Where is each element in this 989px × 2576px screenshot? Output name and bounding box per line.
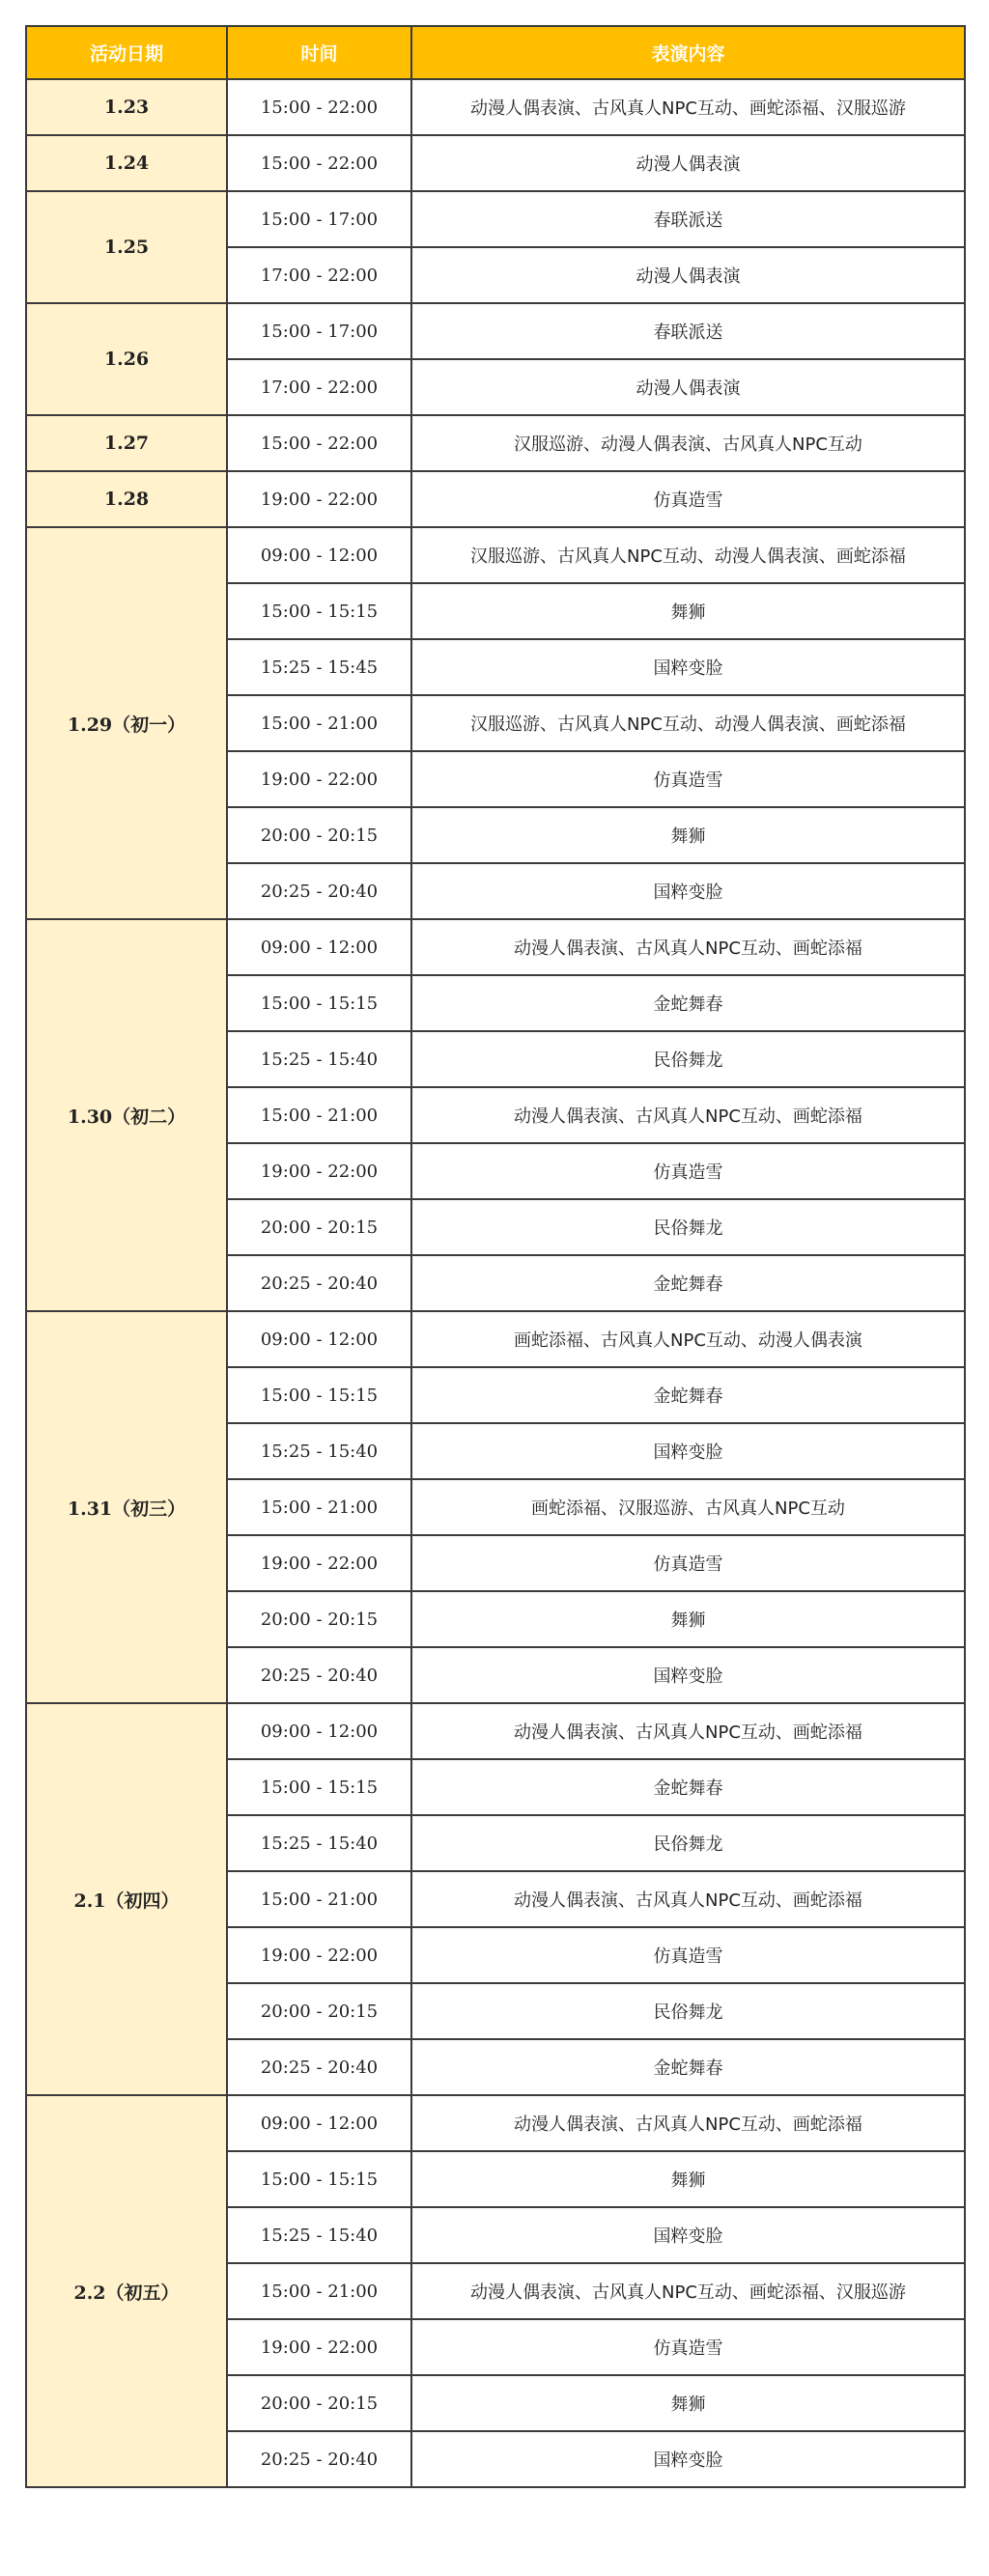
- schedule-table: [25, 25, 966, 2488]
- table-row: [26, 919, 965, 975]
- time-cell: 15:00 - 15:15: [227, 975, 411, 1031]
- header-row: [26, 26, 965, 79]
- performance-cell: 动漫人偶表演、古风真人NPC互动、画蛇添福、汉服巡游: [411, 79, 965, 135]
- time-cell: 09:00 - 12:00: [227, 527, 411, 583]
- performance-cell: 金蛇舞春: [411, 975, 965, 1031]
- time-cell: 15:25 - 15:40: [227, 1815, 411, 1871]
- time-cell: 15:00 - 15:15: [227, 1759, 411, 1815]
- performance-cell: 国粹变脸: [411, 2431, 965, 2487]
- performance-cell: 动漫人偶表演、古风真人NPC互动、画蛇添福: [411, 1871, 965, 1927]
- time-cell: 15:25 - 15:40: [227, 1423, 411, 1479]
- table-row: [26, 1311, 965, 1367]
- time-cell: 17:00 - 22:00: [227, 359, 411, 415]
- performance-cell: 金蛇舞春: [411, 1367, 965, 1423]
- time-cell: 15:25 - 15:45: [227, 639, 411, 695]
- performance-cell: 春联派送: [411, 303, 965, 359]
- performance-cell: 舞狮: [411, 583, 965, 639]
- performance-cell: 金蛇舞春: [411, 2039, 965, 2095]
- date-cell: 1.29（初一）: [26, 527, 227, 919]
- performance-cell: 国粹变脸: [411, 1423, 965, 1479]
- performance-cell: 国粹变脸: [411, 2207, 965, 2263]
- performance-cell: 舞狮: [411, 2375, 965, 2431]
- performance-cell: 动漫人偶表演、古风真人NPC互动、画蛇添福: [411, 2095, 965, 2151]
- performance-cell: 动漫人偶表演、古风真人NPC互动、画蛇添福: [411, 1087, 965, 1143]
- date-cell: 1.23: [26, 79, 227, 135]
- performance-cell: 民俗舞龙: [411, 1031, 965, 1087]
- table-row: [26, 415, 965, 471]
- time-cell: 15:25 - 15:40: [227, 2207, 411, 2263]
- table-row: [26, 79, 965, 135]
- performance-cell: 汉服巡游、古风真人NPC互动、动漫人偶表演、画蛇添福: [411, 695, 965, 751]
- performance-cell: 动漫人偶表演、古风真人NPC互动、画蛇添福: [411, 1703, 965, 1759]
- performance-cell: 仿真造雪: [411, 1927, 965, 1983]
- time-cell: 15:00 - 15:15: [227, 2151, 411, 2207]
- performance-cell: 民俗舞龙: [411, 1815, 965, 1871]
- date-cell: 1.26: [26, 303, 227, 415]
- performance-cell: 汉服巡游、动漫人偶表演、古风真人NPC互动: [411, 415, 965, 471]
- table-row: [26, 527, 965, 583]
- time-cell: 20:25 - 20:40: [227, 1647, 411, 1703]
- performance-cell: 动漫人偶表演、古风真人NPC互动、画蛇添福、汉服巡游: [411, 2263, 965, 2319]
- date-cell: 1.25: [26, 191, 227, 303]
- time-cell: 15:00 - 21:00: [227, 1087, 411, 1143]
- time-cell: 20:00 - 20:15: [227, 1199, 411, 1255]
- performance-cell: 舞狮: [411, 1591, 965, 1647]
- date-cell: 1.27: [26, 415, 227, 471]
- date-cell: 2.1（初四）: [26, 1703, 227, 2095]
- performance-cell: 民俗舞龙: [411, 1983, 965, 2039]
- performance-cell: 民俗舞龙: [411, 1199, 965, 1255]
- time-cell: 19:00 - 22:00: [227, 751, 411, 807]
- table-header: [26, 26, 965, 79]
- time-cell: 15:00 - 15:15: [227, 583, 411, 639]
- performance-cell: 仿真造雪: [411, 1535, 965, 1591]
- time-cell: 09:00 - 12:00: [227, 2095, 411, 2151]
- time-cell: 15:00 - 22:00: [227, 415, 411, 471]
- time-cell: 17:00 - 22:00: [227, 247, 411, 303]
- performance-cell: 仿真造雪: [411, 2319, 965, 2375]
- time-cell: 20:00 - 20:15: [227, 1983, 411, 2039]
- performance-cell: 画蛇添福、古风真人NPC互动、动漫人偶表演: [411, 1311, 965, 1367]
- time-cell: 19:00 - 22:00: [227, 1143, 411, 1199]
- time-cell: 19:00 - 22:00: [227, 1927, 411, 1983]
- time-cell: 15:00 - 17:00: [227, 191, 411, 247]
- performance-cell: 春联派送: [411, 191, 965, 247]
- time-cell: 09:00 - 12:00: [227, 1311, 411, 1367]
- performance-cell: 仿真造雪: [411, 471, 965, 527]
- date-cell: 1.31（初三）: [26, 1311, 227, 1703]
- performance-cell: 动漫人偶表演: [411, 247, 965, 303]
- time-cell: 20:25 - 20:40: [227, 2039, 411, 2095]
- time-cell: 09:00 - 12:00: [227, 1703, 411, 1759]
- performance-cell: 金蛇舞春: [411, 1255, 965, 1311]
- time-cell: 15:00 - 15:15: [227, 1367, 411, 1423]
- performance-cell: 动漫人偶表演: [411, 359, 965, 415]
- time-cell: 15:00 - 22:00: [227, 79, 411, 135]
- performance-cell: 国粹变脸: [411, 1647, 965, 1703]
- time-cell: 19:00 - 22:00: [227, 2319, 411, 2375]
- performance-cell: 国粹变脸: [411, 639, 965, 695]
- date-cell: 1.28: [26, 471, 227, 527]
- performance-cell: 金蛇舞春: [411, 1759, 965, 1815]
- table-row: [26, 2095, 965, 2151]
- time-cell: 20:25 - 20:40: [227, 1255, 411, 1311]
- header-date: 活动日期: [26, 26, 227, 79]
- table-row: [26, 135, 965, 191]
- time-cell: 15:25 - 15:40: [227, 1031, 411, 1087]
- time-cell: 19:00 - 22:00: [227, 1535, 411, 1591]
- time-cell: 15:00 - 21:00: [227, 695, 411, 751]
- table-row: [26, 303, 965, 359]
- table-row: [26, 191, 965, 247]
- time-cell: 09:00 - 12:00: [227, 919, 411, 975]
- header-content: 表演内容: [411, 26, 965, 79]
- time-cell: 20:00 - 20:15: [227, 807, 411, 863]
- time-cell: 15:00 - 21:00: [227, 2263, 411, 2319]
- performance-cell: 动漫人偶表演、古风真人NPC互动、画蛇添福: [411, 919, 965, 975]
- date-cell: 1.30（初二）: [26, 919, 227, 1311]
- performance-cell: 汉服巡游、古风真人NPC互动、动漫人偶表演、画蛇添福: [411, 527, 965, 583]
- performance-cell: 动漫人偶表演: [411, 135, 965, 191]
- performance-cell: 国粹变脸: [411, 863, 965, 919]
- table-row: [26, 1703, 965, 1759]
- time-cell: 15:00 - 21:00: [227, 1871, 411, 1927]
- time-cell: 19:00 - 22:00: [227, 471, 411, 527]
- header-time: 时间: [227, 26, 411, 79]
- performance-cell: 仿真造雪: [411, 751, 965, 807]
- time-cell: 15:00 - 22:00: [227, 135, 411, 191]
- time-cell: 15:00 - 21:00: [227, 1479, 411, 1535]
- performance-cell: 舞狮: [411, 807, 965, 863]
- performance-cell: 画蛇添福、汉服巡游、古风真人NPC互动: [411, 1479, 965, 1535]
- time-cell: 20:00 - 20:15: [227, 1591, 411, 1647]
- time-cell: 15:00 - 17:00: [227, 303, 411, 359]
- time-cell: 20:25 - 20:40: [227, 2431, 411, 2487]
- time-cell: 20:25 - 20:40: [227, 863, 411, 919]
- table-body: [26, 79, 965, 2487]
- date-cell: 1.24: [26, 135, 227, 191]
- performance-cell: 仿真造雪: [411, 1143, 965, 1199]
- performance-cell: 舞狮: [411, 2151, 965, 2207]
- date-cell: 2.2（初五）: [26, 2095, 227, 2487]
- time-cell: 20:00 - 20:15: [227, 2375, 411, 2431]
- table-row: [26, 471, 965, 527]
